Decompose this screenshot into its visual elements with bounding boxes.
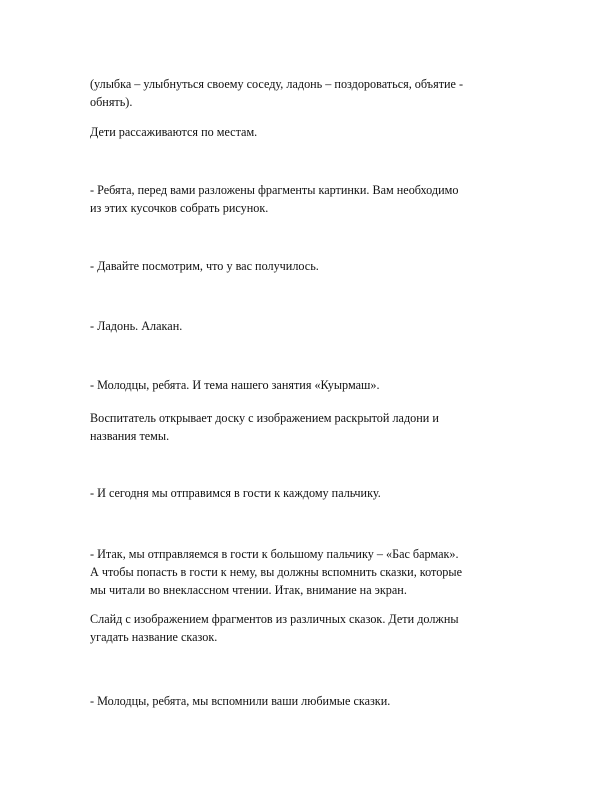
text-line: - Ребята, перед вами разложены фрагменты картинки. Вам необходимо — [90, 183, 459, 197]
paragraph-greeting-rules — [90, 75, 530, 111]
paragraph-lets-look — [90, 257, 530, 275]
paragraph-teacher-board — [90, 409, 530, 445]
text-line: обнять). — [90, 95, 133, 109]
paragraph-slide-fairy-tales — [90, 610, 530, 646]
paragraph-palm-answer — [90, 317, 530, 335]
text-line: - И сегодня мы отправимся в гости к каждому пальчику. — [90, 486, 381, 500]
paragraph-well-done — [90, 692, 530, 710]
text-line: - Молодцы, ребята. И тема нашего занятия «Куырмаш». — [90, 378, 380, 392]
text-line: (улыбка – улыбнуться своему соседу, ладонь – поздороваться, объятие - — [90, 77, 464, 91]
text-line: угадать название сказок. — [90, 630, 218, 644]
paragraph-thumb-visit — [90, 545, 530, 599]
text-line: Дети рассаживаются по местам. — [90, 125, 258, 139]
text-line: названия темы. — [90, 429, 170, 443]
paragraph-lesson-topic — [90, 376, 530, 394]
paragraph-visit-each-finger — [90, 484, 530, 502]
text-line: - Давайте посмотрим, что у вас получилось. — [90, 259, 319, 273]
text-line: Слайд с изображением фрагментов из различных сказок. Дети должны — [90, 612, 459, 626]
text-line: из этих кусочков собрать рисунок. — [90, 201, 269, 215]
text-line: - Итак, мы отправляемся в гости к большому пальчику – «Бас бармак». — [90, 547, 459, 561]
text-line: мы читали во внеклассном чтении. Итак, внимание на экран. — [90, 583, 407, 597]
text-line: - Молодцы, ребята, мы вспомнили ваши любимые сказки. — [90, 694, 391, 708]
text-line: А чтобы попасть в гости к нему, вы должны вспомнить сказки, которые — [90, 565, 462, 579]
paragraph-children-sit — [90, 123, 530, 141]
text-line: - Ладонь. Алакан. — [90, 319, 183, 333]
paragraph-picture-fragments — [90, 181, 530, 217]
text-line: Воспитатель открывает доску с изображением раскрытой ладони и — [90, 411, 439, 425]
